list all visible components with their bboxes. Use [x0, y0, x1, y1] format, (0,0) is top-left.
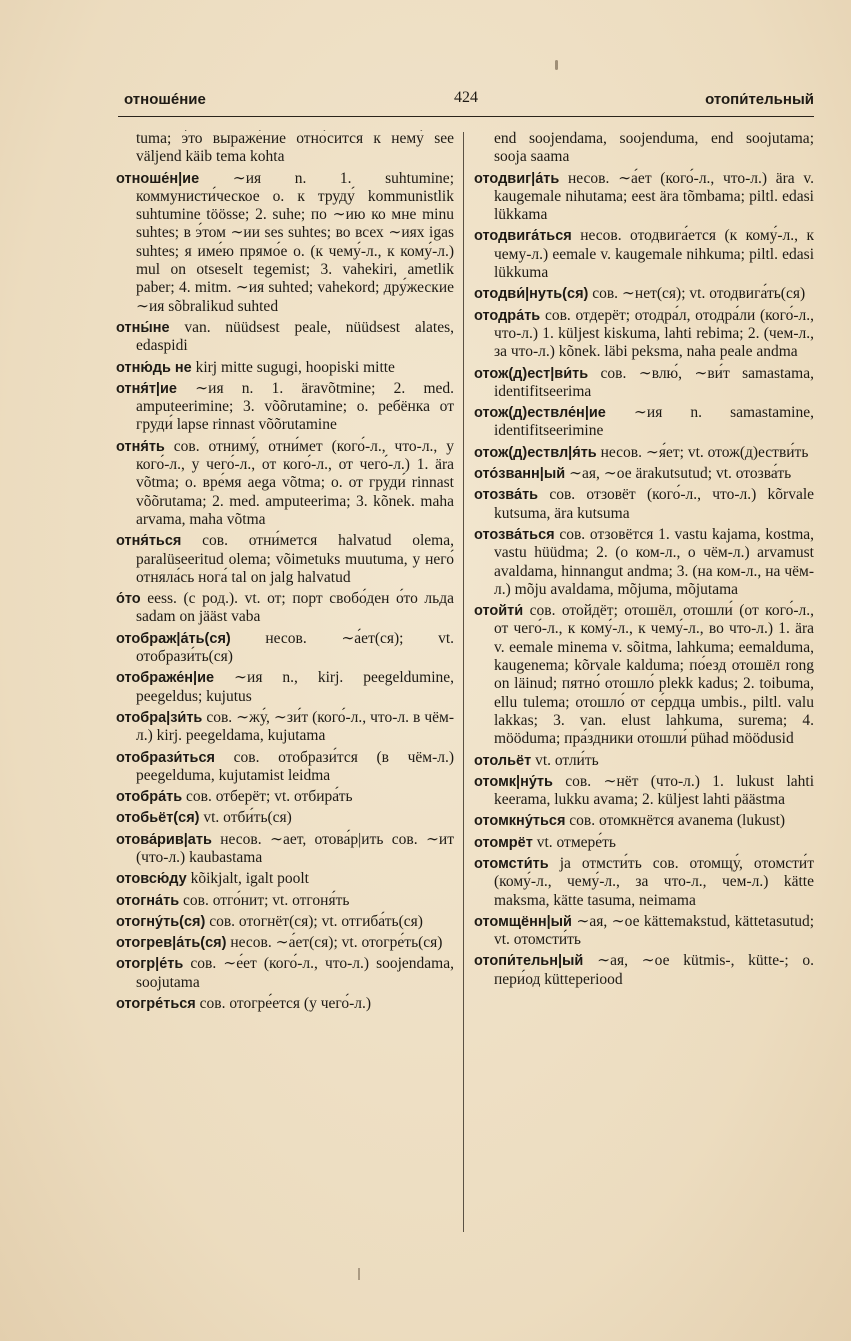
page-header — [118, 88, 814, 117]
entry-headword: отодвиг|а́ть — [474, 170, 560, 187]
entry-definition: сов. отзовёт (кого́-л., что-л.) kõrvale kutsuma, ära kutsuma — [494, 486, 814, 522]
paper-mark — [358, 1268, 360, 1280]
dictionary-entry — [474, 952, 814, 989]
dictionary-entry — [474, 812, 814, 830]
entry-definition: несов. ∼а́ет(ся); vt. отогре́ть(ся) — [230, 934, 443, 952]
entry-definition: несов. ∼я́ет; vt. отож(д)естви́ть — [600, 443, 809, 461]
entry-headword: отогрев|а́ть(ся) — [116, 935, 227, 952]
dictionary-entry — [474, 913, 814, 950]
entry-headword: отозва́ть — [474, 487, 539, 504]
dictionary-entry — [116, 995, 454, 1013]
dictionary-entry — [116, 532, 454, 587]
entry-definition: несов. ∼а́ет (кого́-л., что-л.) ära v. kaugemale nihutama; eest ära tõmbama; piltl. edasi lükkama — [494, 169, 814, 224]
entry-definition: сов. отдерёт; отодра́л, отодра́ли (кого́-л., что-л.) 1. küljest kiskuma, lahti rebima; 2. (чем-л., за что-л.) kõnek. läbi peksma, naha peale andma — [494, 306, 814, 361]
entry-headword: отойти́ — [474, 603, 524, 620]
entry-headword: о́то — [116, 591, 141, 608]
entry-definition: ∼ия n. samastamine, identifitseerimine — [494, 404, 814, 440]
dictionary-entry — [116, 892, 454, 910]
entry-definition: end soojendama, soojenduma, end soojutama; sooja saama — [494, 130, 814, 166]
entry-headword: отож(д)ествле́н|ие — [474, 405, 606, 422]
entry-headword: отодвига́ться — [474, 228, 572, 245]
entry-definition: сов. ∼е́ет (кого́-л., что-л.) soojendama, soojutama — [136, 955, 454, 991]
entry-definition: ∼ая, ∼ое kättemakstud, kättetasutud; vt. отомсти́ть — [494, 912, 814, 949]
entry-definition: ∼ая, ∼ое ärakutsutud; vt. отозва́ть — [569, 465, 792, 483]
dictionary-entry — [474, 130, 814, 167]
entry-headword: отодра́ть — [474, 307, 541, 324]
entry-headword: отны́не — [116, 319, 170, 336]
entry-headword: отомщённ|ый — [474, 913, 572, 930]
dictionary-entry — [116, 955, 454, 992]
dictionary-entry — [474, 365, 814, 402]
entry-definition: сов. отобрази́тся (в чём-л.) peegelduma, kujutamist leidma — [136, 748, 454, 784]
dictionary-entry — [116, 749, 454, 786]
entry-headword: отноше́н|ие — [116, 170, 200, 187]
entry-definition: van. nüüdsest peale, nüüdsest alates, edaspidi — [136, 318, 454, 355]
dictionary-entry — [116, 913, 454, 931]
dictionary-entry — [116, 709, 454, 746]
entry-definition: ∼ая, ∼ое kütmis-, kütte-; о. пери́од kütteperiood — [494, 952, 814, 988]
dictionary-entry — [116, 130, 454, 167]
entry-headword: отню́дь не — [116, 359, 192, 376]
dictionary-entry — [116, 809, 454, 827]
entry-headword: ото́званн|ый — [474, 466, 566, 483]
entry-headword: отольёт — [474, 752, 532, 769]
entry-headword: отобрази́ться — [116, 749, 215, 766]
page-number: 424 — [454, 89, 478, 106]
entry-definition: tuma; э́то выраже́ние отно́сится к нему́ see väljend käib tema kohta — [136, 130, 454, 166]
dictionary-entry — [116, 170, 454, 316]
dictionary-entry — [116, 934, 454, 952]
right-column — [474, 130, 814, 1330]
entry-definition: сов. отберёт; vt. отбира́ть — [186, 788, 353, 806]
entry-definition: сов. отго́нит; vt. отгоня́ть — [183, 891, 350, 909]
entry-headword: отомкну́ться — [474, 813, 566, 830]
dictionary-entry — [116, 380, 454, 435]
entry-headword: отображ|а́ть(ся) — [116, 630, 231, 647]
dictionary-entry — [474, 465, 814, 483]
dictionary-entry — [474, 773, 814, 810]
dictionary-entry — [474, 307, 814, 362]
entry-definition: vt. отби́ть(ся) — [203, 809, 292, 827]
entry-definition: vt. отли́ть — [535, 751, 599, 769]
dictionary-entry — [474, 285, 814, 303]
entry-definition: kirj mitte sugugi, hoopiski mitte — [195, 358, 395, 376]
entry-definition: сов. ∼влю́, ∼ви́т samastama, identifitseerima — [494, 364, 814, 400]
dictionary-entry — [474, 170, 814, 225]
entry-headword: отодви́|нуть(ся) — [474, 286, 589, 303]
entry-headword: отовсю́ду — [116, 871, 187, 888]
dictionary-entry — [116, 590, 454, 627]
dictionary-entry — [474, 855, 814, 910]
entry-definition: ∼ия n. 1. suhtumine; коммунисти́ческое о. к труду́ kommunistlik suhtumine töösse; 2. suhe; по ∼ию ко мне minu suhtes; в э́том ∼ии ses suhtes; во всех ∼иях igas suhtes; я име́ю прямо́е о. (к чему́-л., к кому́-л.) mul on otseselt tegemist; 3. vahekiri, ametlik paber; 4. mitm. ∼ия suhted; vahekord; дру́жеские ∼ия sõbralikud suhted — [136, 169, 454, 315]
entry-definition: несов. ∼а́ет(ся); vt. отобрази́ть(ся) — [136, 629, 454, 666]
entry-definition: eess. (с род.). vt. от; порт свобо́ден о́то льда sadam on jääst vaba — [136, 590, 454, 626]
entry-definition: сов. ∼нет(ся); vt. отодвига́ть(ся) — [592, 285, 806, 303]
entry-definition: сов. отомкнётся avanema (lukust) — [569, 812, 786, 830]
entry-headword: отопи́тельн|ый — [474, 953, 584, 970]
entry-headword: отомк|ну́ть — [474, 773, 553, 790]
dictionary-entry — [474, 404, 814, 441]
entry-headword: отогре́ться — [116, 996, 196, 1013]
dictionary-entry — [116, 788, 454, 806]
entry-headword: отобра́ть — [116, 789, 183, 806]
entry-definition: kõikjalt, igalt poolt — [190, 870, 309, 888]
entry-definition: сов. отогнёт(ся); vt. отгиба́ть(ся) — [209, 912, 423, 930]
entry-definition: сов. отниму́, отни́мет (кого́-л., что-л., у кого́-л., у чего́-л., от кого́-л., от чего́-л.) 1. ära võtma; о. вре́мя aega võtma; о. от груди́ rinnast võõrutama; 2. med. amputeerima; 3. kõnek. maha arvama, maha võtma — [136, 437, 454, 528]
entry-headword: отня́ться — [116, 533, 182, 550]
entry-definition: ja отмсти́ть сов. отомщу́, отомсти́т (кому́-л., чему́-л., за что-л., чем-л.) kätte maksma, kätte tasuma, neimama — [494, 854, 814, 909]
entry-headword: отож(д)ествл|я́ть — [474, 444, 597, 461]
entry-headword: отож(д)ест|ви́ть — [474, 365, 589, 382]
header-left-guide-word: отношéние — [124, 91, 206, 108]
entry-headword: отозва́ться — [474, 526, 555, 543]
dictionary-entry — [116, 669, 454, 706]
entry-headword: отогну́ть(ся) — [116, 913, 206, 930]
entry-headword: отня́т|ие — [116, 380, 177, 397]
entry-headword: отображе́н|ие — [116, 670, 215, 687]
entry-headword: отогр|е́ть — [116, 956, 184, 973]
entry-definition: сов. отойдёт; отошёл, отошли́ (от кого́-л., от чего́-л., к кому́-л., к чему́-л., во что-л.) 1. ära v. eemale minema v. sõitma, lahkuma; eemalduma, kaugenema; kõrvale kalduma; по́езд отошёл rong on läinud; пятно́ отошло́ plekk kadus; 2. toibuma, ellu tulema; отошло́ от се́рдца umbis., piltl. valu lakkas; 3. van. elust lahkuma, surema; 4. mööduma; пра́здники отошли́ pühad möödusid — [494, 602, 814, 748]
entry-headword: отобьёт(ся) — [116, 810, 200, 827]
entry-definition: ∼ия n., kirj. peegeldumine, peegeldus; kujutus — [136, 669, 454, 705]
dictionary-entry — [116, 870, 454, 888]
dictionary-entry — [474, 227, 814, 282]
dictionary-entry — [474, 834, 814, 852]
column-divider — [463, 132, 464, 1232]
entry-definition: сов. ∼нёт (что-л.) 1. lukust lahti keerama, lukku avama; 2. küljest lahti päästma — [494, 772, 814, 809]
dictionary-entry — [474, 444, 814, 462]
entry-headword: отня́ть — [116, 438, 165, 455]
dictionary-entry — [474, 526, 814, 599]
entry-headword: отобра|зи́ть — [116, 709, 203, 726]
paper-mark — [555, 60, 558, 70]
dictionary-entry — [474, 752, 814, 770]
entry-headword: отомсти́ть — [474, 855, 549, 872]
entry-definition: vt. отмере́ть — [536, 833, 616, 851]
entry-definition: ∼ия n. 1. äravõtmine; 2. med. amputeerimine; 3. võõrutamine; о. ребёнка от груди́ lapse rinnast võõrutamine — [136, 379, 454, 434]
entry-headword: отогна́ть — [116, 892, 180, 909]
entry-headword: отомрёт — [474, 834, 533, 851]
dictionary-entry — [116, 438, 454, 529]
left-column — [116, 130, 454, 1330]
entry-definition: сов. отзовётся 1. vastu kajama, kostma, vastu hüüdma; 2. (о ком-л., о чём-л.) arvamust avaldama, hinnangut andma; 3. (на ком-л., на чём-л.) mõju avaldama, mõjuma, mõjutama — [494, 525, 814, 598]
header-right-guide-word: отопи́тельный — [705, 91, 814, 108]
entry-definition: сов. отогре́ется (у чего́-л.) — [199, 995, 372, 1013]
entry-headword: отова́рив|ать — [116, 831, 212, 848]
dictionary-entry — [116, 319, 454, 356]
dictionary-entry — [116, 630, 454, 667]
dictionary-entry — [474, 602, 814, 748]
dictionary-entry — [116, 359, 454, 377]
dictionary-entry — [116, 831, 454, 868]
entry-definition: сов. отни́мется halvatud olema, paralüseeritud olema; võimetuks muutuma, у него́ отняла́сь нога́ tal on jalg halvatud — [136, 532, 454, 586]
entry-definition: сов. ∼жу́, ∼зи́т (кого́-л., что-л. в чём-л.) kirj. peegeldama, kujutama — [136, 708, 454, 745]
entry-definition: несов. ∼ает, отова́р|ить сов. ∼ит (что-л.) kaubastama — [136, 830, 454, 866]
entry-definition: несов. отодвига́ется (к кому́-л., к чему-л.) eemale v. kaugemale nihkuma; piltl. edasi lükkuma — [494, 227, 814, 282]
dictionary-entry — [474, 486, 814, 523]
